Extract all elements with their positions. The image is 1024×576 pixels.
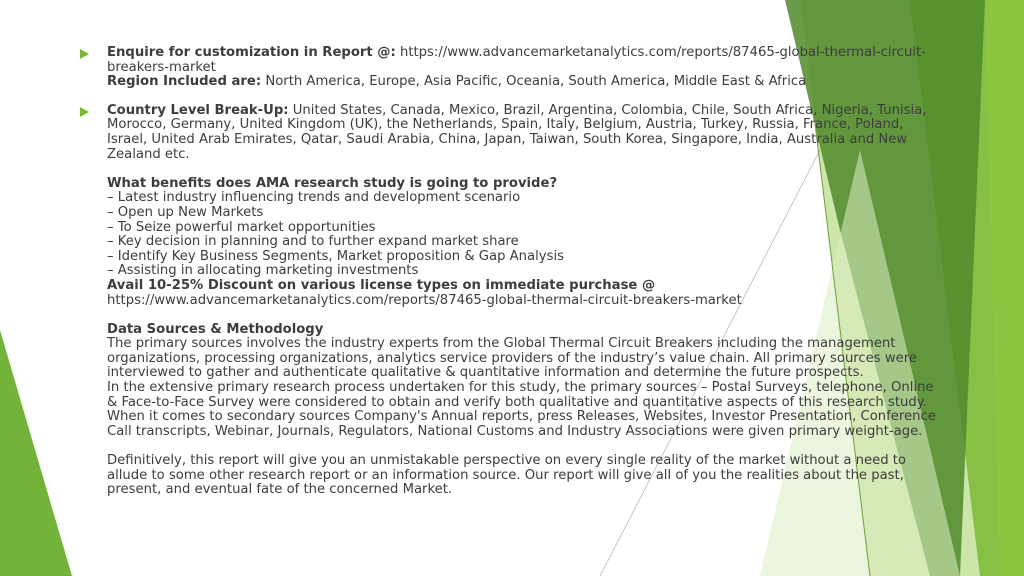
country-list-line: Israel, United Arab Emirates, Qatar, Saudi Arabia, China, Japan, Taiwan, South Korea, Singapore, India, Australia and New — [107, 131, 908, 147]
enquire-url-cont[interactable]: breakers-market — [107, 59, 216, 75]
benefit-item: – Identify Key Business Segments, Market proposition & Gap Analysis — [107, 248, 564, 264]
methodology-line: & Face-to-Face Survey were considered to obtain and verify both qualitative and quantitative aspects of this research study. — [107, 394, 927, 410]
country-list-line: Morocco, Germany, United Kingdom (UK), the Netherlands, Spain, Italy, Belgium, Austria, Turkey, Russia, France, Poland, — [107, 117, 904, 133]
methodology-line: In the extensive primary research process undertaken for this study, the primary sources – Postal Surveys, telephone, Online — [107, 380, 934, 396]
methodology-line: The primary sources involves the industry experts from the Global Thermal Circuit Breakers including the management — [107, 336, 896, 352]
benefit-item: – Open up New Markets — [107, 204, 264, 220]
bullet-arrow-icon — [80, 107, 89, 117]
benefit-item: – Key decision in planning and to further expand market share — [107, 234, 519, 250]
bullet-enquire — [80, 46, 950, 90]
conclusion-line: Definitively, this report will give you an unmistakable perspective on every single reality of the market without a need to — [107, 453, 907, 469]
benefit-item: – To Seize powerful market opportunities — [107, 219, 376, 235]
methodology-heading: Data Sources & Methodology — [107, 321, 324, 337]
methodology-line: When it comes to secondary sources Company's Annual reports, press Releases, Websites, Investor Presentation, Conference — [107, 409, 936, 425]
benefits-heading: What benefits does AMA research study is going to provide? — [107, 175, 558, 191]
discount-heading: Avail 10-25% Discount on various license types on immediate purchase @ — [107, 277, 656, 293]
enquire-label: Enquire for customization in Report @: — [107, 45, 396, 60]
bullet-arrow-icon — [80, 49, 89, 59]
conclusion-line: allude to some other research report or an information source. Our report will give all of you the realities about the past, — [107, 467, 904, 483]
benefit-item: – Latest industry influencing trends and development scenario — [107, 190, 521, 206]
country-list-line: Zealand etc. — [107, 146, 190, 162]
region-list: North America, Europe, Asia Pacific, Oceania, South America, Middle East & Africa — [265, 74, 807, 90]
methodology-line: interviewed to gather and authenticate qualitative & quantitative information and determine the future prospects. — [107, 365, 864, 381]
methodology-line: organizations, processing organizations, analytics service providers of the industry’s value chain. All primary sources were — [107, 350, 917, 366]
enquire-url[interactable]: https://www.advancemarketanalytics.com/reports/87465-global-thermal-circuit- — [399, 45, 926, 60]
conclusion-line: present, and eventual fate of the concerned Market. — [107, 482, 453, 498]
left-green-triangle — [0, 330, 72, 576]
country-list-line: United States, Canada, Mexico, Brazil, Argentina, Colombia, Chile, South Africa, Nigeria, Tunisia, — [292, 102, 927, 118]
discount-url[interactable]: https://www.advancemarketanalytics.com/reports/87465-global-thermal-circuit-breakers-market — [107, 292, 742, 308]
region-label: Region Included are: — [107, 74, 262, 90]
benefit-item: – Assisting in allocating marketing investments — [107, 263, 419, 279]
bullet-country — [80, 104, 950, 498]
methodology-line: Call transcripts, Webinar, Journals, Regulators, National Customs and Industry Associations were given primary weight-age. — [107, 423, 923, 439]
slide-content — [80, 46, 950, 512]
country-label: Country Level Break-Up: — [107, 102, 289, 118]
